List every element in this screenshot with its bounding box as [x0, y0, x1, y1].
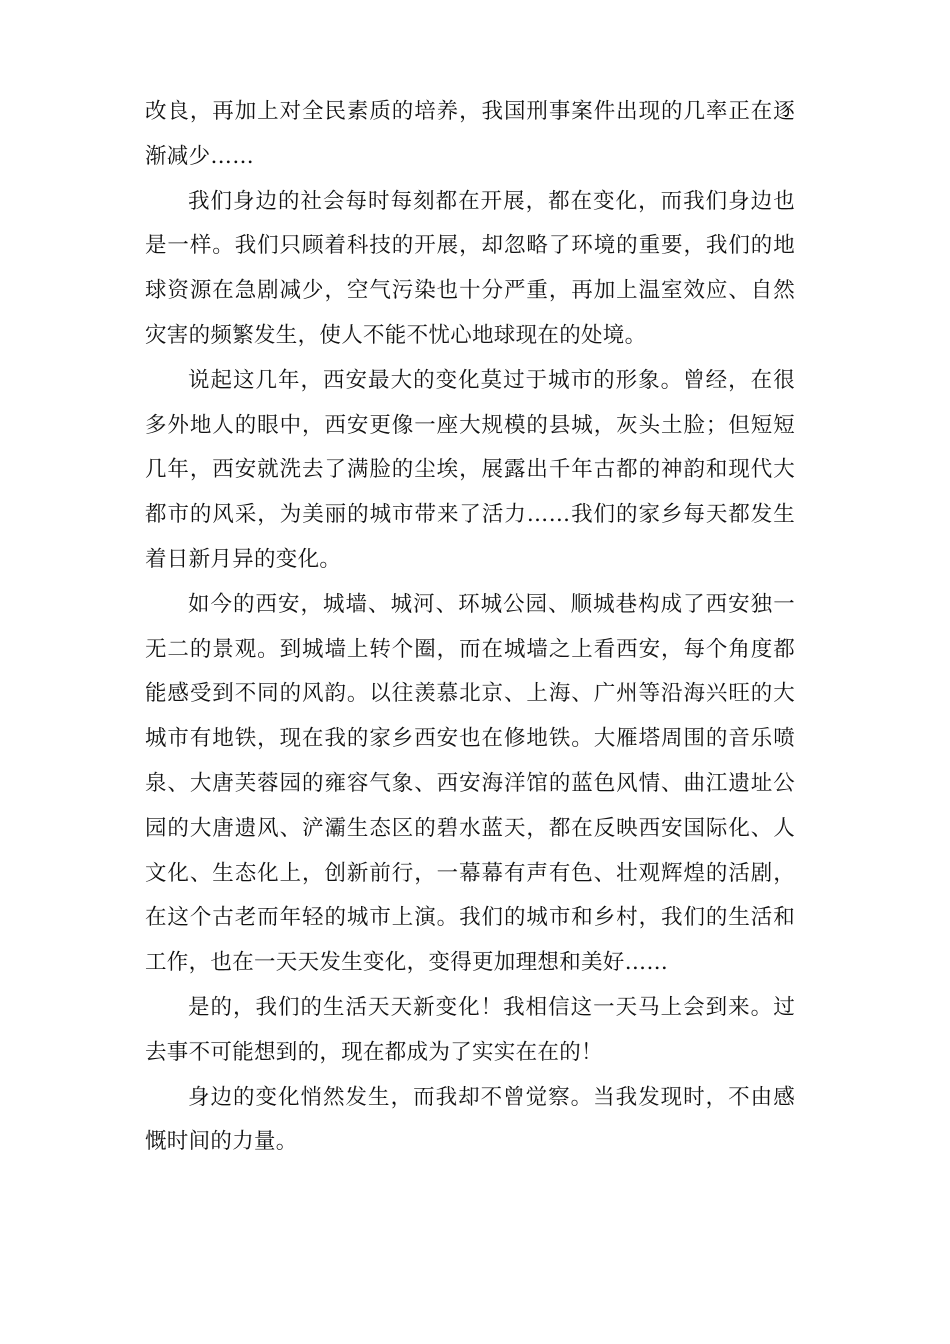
- paragraph-xian-landmarks: 如今的西安，城墙、城河、环城公园、顺城巷构成了西安独一无二的景观。到城墙上转个圈，而在城墙之上看西安，每个角度都能感受到不同的风韵。以往羡慕北京、上海、广州等沿海兴旺的大城市有地铁，现在我的家乡西安也在修地铁。大雁塔周围的音乐喷泉、大唐芙蓉园的雍容气象、西安海洋馆的蓝色风情、曲江遗址公园的大唐遗风、浐灞生态区的碧水蓝天，都在反映西安国际化、人文化、生态化上，创新前行，一幕幕有声有色、壮观辉煌的活剧，在这个古老而年轻的城市上演。我们的城市和乡村，我们的生活和工作，也在一天天发生变化，变得更加理想和美好……: [145, 591, 795, 976]
- paragraph-conclusion: 身边的变化悄然发生，而我却不曾觉察。当我发现时，不由感慨时间的力量。: [145, 1084, 795, 1155]
- paragraph-society-change: 我们身边的社会每时每刻都在开展，都在变化，而我们身边也是一样。我们只顾着科技的开展，却忽略了环境的重要，我们的地球资源在急剧减少，空气污染也十分严重，再加上温室效应、自然灾害的频繁发生，使人不能不忧心地球现在的处境。: [145, 188, 795, 348]
- paragraph-continuation: 改良，再加上对全民素质的培养，我国刑事案件出现的几率正在逐渐减少……: [145, 99, 795, 169]
- paragraph-xian-image: 说起这几年，西安最大的变化莫过于城市的形象。曾经，在很多外地人的眼中，西安更像一座大规模的县城，灰头土脸；但短短几年，西安就洗去了满脸的尘埃，展露出千年古都的神韵和现代大都市的风采，为美丽的城市带来了活力……我们的家乡每天都发生着日新月异的变化。: [145, 367, 795, 572]
- paragraph-new-changes: 是的，我们的生活天天新变化！我相信这一天马上会到来。过去事不可能想到的，现在都成为了实实在在的！: [145, 994, 795, 1065]
- essay-body: [145, 90, 795, 1165]
